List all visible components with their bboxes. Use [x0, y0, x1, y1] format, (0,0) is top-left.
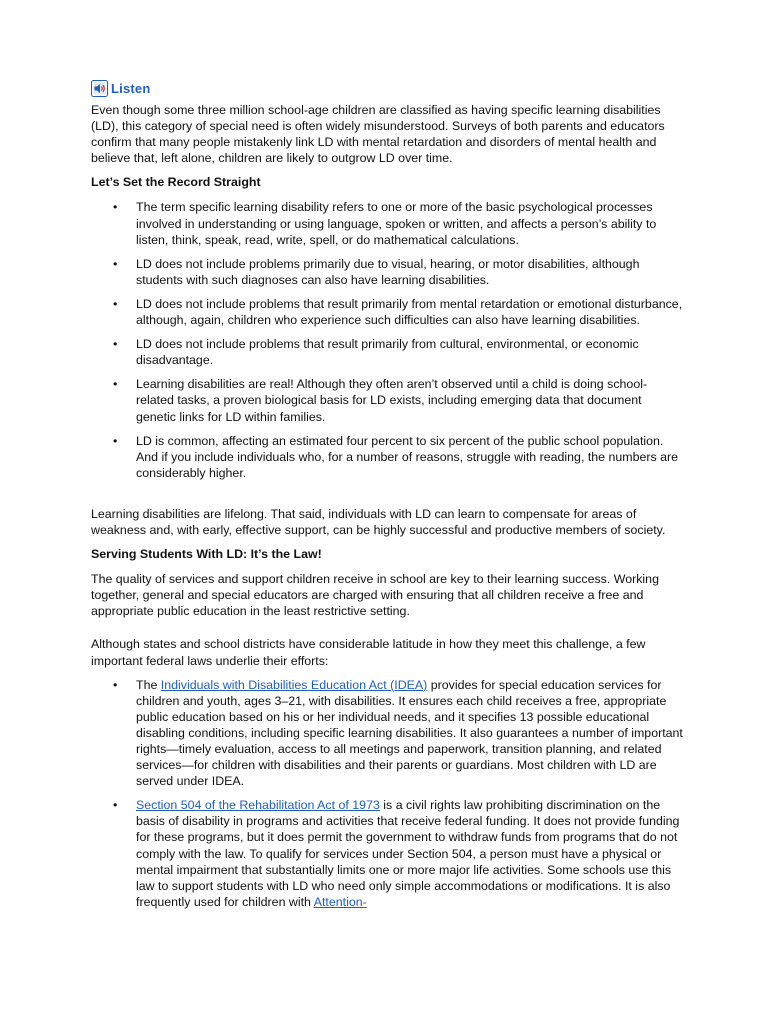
list-item: • LD does not include problems that result primarily from mental retardation or emotional disturbance, although, again, children who experience such difficulties can also have learning disabilities. — [91, 296, 683, 328]
record-straight-list — [91, 199, 683, 480]
lifelong-paragraph: Learning disabilities are lifelong. That said, individuals with LD can learn to compensate for areas of weakness and, with early, effective support, can be highly successful and productive members of society. — [91, 506, 666, 537]
section-504-link[interactable]: Section 504 of the Rehabilitation Act of 1973 — [136, 798, 380, 813]
intro-paragraph: Even though some three million school-age children are classified as having specific learning disabilities (LD), this category of special need is often widely misunderstood. Surveys of both parents and educators confirm that many people mistakenly link LD with mental retardation and disorders of mental health and believe that, left alone, children are likely to outgrow LD over time. — [91, 103, 665, 166]
law-paragraph-1: The quality of services and support children receive in school are key to their learning success. Working together, general and special educators are charged with ensuring that all children receive a free and appropriate public education in the least restrictive setting. — [91, 572, 659, 619]
idea-link[interactable]: Individuals with Disabilities Education Act (IDEA) — [160, 677, 428, 692]
law-paragraph-2: Although states and school districts have considerable latitude in how they meet this challenge, a few important federal laws underlie their efforts: — [91, 637, 646, 668]
speaker-icon — [91, 80, 108, 97]
listen-label: Listen — [111, 80, 151, 96]
spacer — [91, 489, 683, 506]
list-item: • LD does not include problems primarily due to visual, hearing, or motor disabilities, although students with such diagnoses can also have learning disabilities. — [91, 256, 683, 288]
attention-link[interactable]: Attention- — [313, 894, 367, 909]
spacer — [91, 627, 683, 636]
document-page — [91, 78, 683, 918]
list-item: • LD is common, affecting an estimated four percent to six percent of the public school population. And if you include individuals who, for a number of reasons, struggle with reading, the numbers are considerably higher. — [91, 433, 683, 481]
section-504-text: is a civil rights law prohibiting discrimination on the basis of disability in programs and activities that receive federal funding. It does not provide funding for these programs, but it does permit the government to withdraw funds from programs that do not comply with the law. To qualify for services under Section 504, a person must have a physical or mental impairment that substantially limits one or more major life activities. Some schools use this law to support students with LD who need only simple accommodations or modifications. It is also frequently used for children with — [136, 798, 680, 909]
list-item-section-504 — [91, 797, 683, 910]
section-heading-law: Serving Students With LD: It’s the Law! — [91, 547, 322, 562]
list-item: • LD does not include problems that result primarily from cultural, environmental, or economic disadvantage. — [91, 336, 683, 368]
listen-button[interactable] — [91, 78, 683, 98]
federal-laws-list — [91, 677, 683, 910]
list-item: • Learning disabilities are real! Although they often aren’t observed until a child is doing school-related tasks, a proven biological basis for LD exists, including emerging data that document genetic links for LD within families. — [91, 376, 683, 424]
list-item-idea — [91, 677, 683, 790]
idea-text: provides for special education services for children and youth, ages 3–21, with disabilities. It ensures each child receives a free, appropriate public education based on his or her individual needs, and it specifies 13 possible educational disabling conditions, including specific learning disabilities. It also guarantees a number of important rights—timely evaluation, access to all meetings and paperwork, transition planning, and related services—for children with disabilities and their parents or guardians. Most children with LD are served under IDEA. — [136, 677, 683, 789]
section-heading-record-straight: Let’s Set the Record Straight — [91, 175, 261, 190]
idea-prefix: The — [136, 677, 161, 692]
list-item: • The term specific learning disability refers to one or more of the basic psychological processes involved in understanding or using language, spoken or written, and affects a person’s ability to listen, think, speak, read, write, spell, or do mathematical calculations. — [91, 199, 683, 247]
